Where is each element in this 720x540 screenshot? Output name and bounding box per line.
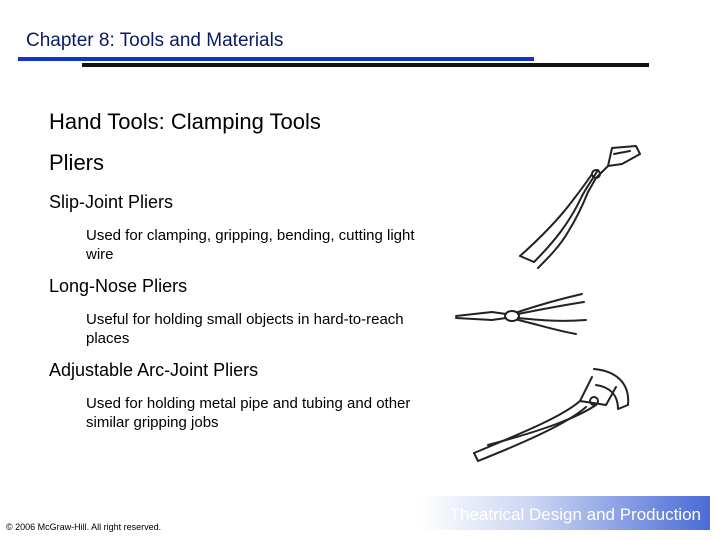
- section-heading: Pliers: [49, 150, 105, 175]
- slide-title: Hand Tools: Clamping Tools: [49, 109, 321, 134]
- item-heading-long-nose: Long-Nose Pliers: [49, 276, 188, 296]
- footer-book-title: Theatrical Design and Production: [449, 505, 701, 524]
- item-heading-slip-joint: Slip-Joint Pliers: [49, 192, 174, 212]
- arc-joint-pliers-image: [468, 365, 643, 465]
- item-desc-slip-joint: Used for clamping, gripping, bending, cutting light wire: [86, 227, 415, 263]
- item-desc-long-nose: Useful for holding small objects in hard-to-reach places: [86, 311, 404, 347]
- item-heading-arc-joint: Adjustable Arc-Joint Pliers: [49, 360, 259, 380]
- item-desc-arc-joint: Used for holding metal pipe and tubing and other similar gripping jobs: [86, 395, 411, 431]
- long-nose-pliers-image: [452, 290, 592, 340]
- header-black-rule: [82, 63, 649, 67]
- header-blue-rule: [18, 57, 534, 61]
- chapter-title: Chapter 8: Tools and Materials: [26, 30, 284, 51]
- copyright-notice: © 2006 McGraw-Hill. All right reserved.: [6, 522, 162, 532]
- slip-joint-pliers-image: [500, 140, 650, 275]
